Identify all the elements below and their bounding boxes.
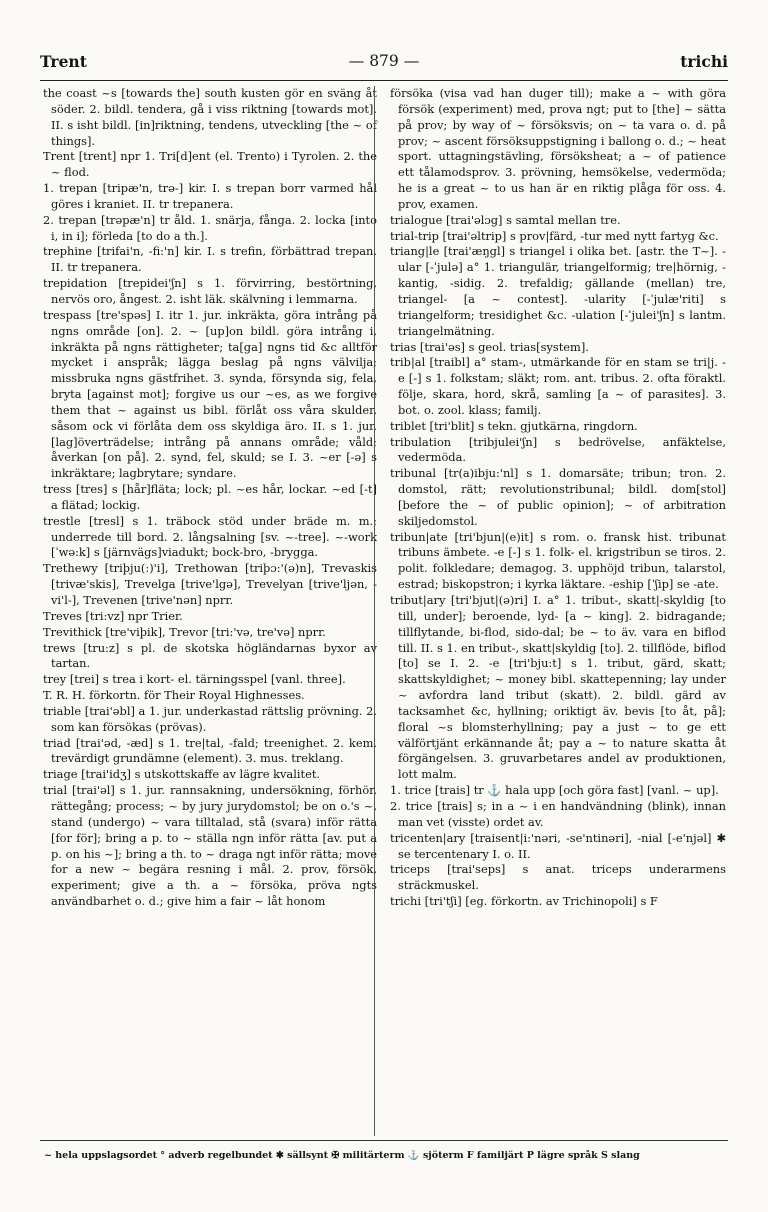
- entry: tribulation [tribjulei'ʃn] s bedrövelse, anfäktelse, vedermöda.: [390, 434, 726, 465]
- column-divider: [374, 86, 375, 1136]
- entry: trias [trai'əs] s geol. trias[system].: [390, 339, 589, 354]
- header-rule: [40, 80, 728, 81]
- entry: trews [tru:z] s pl. de skotska högländarnas byxor av tartan.: [43, 640, 377, 671]
- entry: tricenten|ary [traisent|i:'nəri, -se'ntinəri], -nial [-e'njəl] ✱ se tercentenary I. o. II.: [390, 830, 726, 861]
- entry: tribunal [tr(a)ibju:'nl] s 1. domarsäte; tribun; tron. 2. domstol, rätt; revolutionstribunal; bildl. dom[stol] [before the ~ of public opinion]; ~ of arbitration skiljedomstol.: [390, 466, 726, 528]
- left-column: [43, 86, 377, 910]
- entry: triblet [tri'blit] s tekn. gjutkärna, ringdorn.: [390, 418, 638, 433]
- entry: 2. trepan [trəpæ'n] tr åld. 1. snärja, fånga. 2. locka [into i, in i]; förleda [to do a th.].: [43, 212, 377, 243]
- entry: T. R. H. förkortn. för Their Royal Highnesses.: [43, 688, 305, 703]
- entry: trial-trip [trai'əltrip] s prov|färd, -tur med nytt fartyg &c.: [390, 228, 719, 243]
- entry: Trent [trent] npr 1. Tri[d]ent (el. Trento) i Tyrolen. 2. the ~ flod.: [43, 149, 377, 180]
- entry: trial [trai'əl] s 1. jur. rannsakning, undersökning, förhör, rättegång; process; ~ by jury jurydomstol; be on o.'s ~, stand (undergo) ~ vara tilltalad, stå (svara) inför rätta [for för]; bring a p. to ~ ställa ngn inför rätta [av. put a p. on his ~]; bring a th. to ~ draga ngt inför rätta; move for a new ~ begära resning i mål. 2. prov, försök, experiment; give a th. a ~ försöka, pröva ngts användbarhet o. d.; give him a fair ~ låt honom: [43, 783, 377, 909]
- entry: triad [trai'əd, -æd] s 1. tre|tal, -fald; treenighet. 2. kem. trevärdigt grundämne (element). 3. mus. treklang.: [43, 735, 377, 766]
- entry: Trethewy [triþju(:)'i], Trethowan [triþɔ:'(ə)n], Trevaskis [trivæ'skis], Trevelga [trive'lgə], Trevelyan [trive'ljən, -vi'l-], Trevenen [trive'nən] nprr.: [43, 561, 377, 607]
- entry: triable [trai'əbl] a 1. jur. underkastad rättslig prövning. 2. som kan försökas (prövas).: [43, 703, 377, 734]
- entry: trepidation [trepidei'ʃn] s 1. förvirring, bestörtning, nervös oro, ångest. 2. isht läk. skälvning i lemmarna.: [43, 276, 377, 306]
- abbreviation-legend: ~ hela uppslagsordet ° adverb regelbundet ✱ sällsynt ✠ militärterm ⚓ sjöterm F familjärt P lägre språk S slang: [44, 1150, 640, 1161]
- header-last-word: trichi: [680, 52, 728, 71]
- entry: triceps [trai'seps] s anat. triceps underarmens sträckmuskel.: [390, 862, 726, 893]
- entry: trichi [tri'tʃi] [eg. förkortn. av Trichinopoli] s F: [390, 894, 658, 909]
- entry: Trevithick [tre'viþik], Trevor [tri:'və, tre'və] nprr.: [43, 624, 326, 639]
- right-column: [390, 86, 726, 910]
- entry: the coast ~s [towards the] south kusten gör en sväng åt söder. 2. bildl. tendera, gå i viss riktning [towards mot]. II. s isht bildl. [in]riktning, tendens, utveckling [the ~ of things].: [43, 86, 377, 148]
- entry: triang|le [trai'æŋgl] s triangel i olika bet. [astr. the T~]. -ular [-ˈjulə] a° 1. triangulär, triangelformig; tre|hörnig, -kantig, -sidig. 2. trefaldig; gällande (mellan) tre, triangel- [a ~ contest]. -ularity [-ˈjulæ'riti] s triangelform; tresidighet &c. -ulation [-ˈjulei'ʃn] s lantm. triangelmätning.: [390, 244, 726, 338]
- entry: trephine [trifai'n, -fi:'n] kir. I. s trefin, förbättrad trepan. II. tr trepanera.: [43, 244, 377, 275]
- entry: 1. trepan [tripæ'n, trə-] kir. I. s trepan borr varmed hål göres i kraniet. II. tr trepanera.: [43, 181, 377, 211]
- entry: trialogue [trai'əlɔg] s samtal mellan tre.: [390, 212, 621, 227]
- footer-rule: [40, 1140, 728, 1141]
- entry: triage [trai'idʒ] s utskottskaffe av lägre kvalitet.: [43, 767, 321, 782]
- page-number: — 879 —: [348, 52, 420, 70]
- entry: försöka (visa vad han duger till); make a ~ with göra försök (experiment) med, prova ngt; put to [the] ~ sätta på prov; by way of ~ försöksvis; on ~ ta vara o. d. på prov; ~ ascent försöksuppstigning i ballong o. d.; ~ heat sport. uttagningstävling, försöksheat; a ~ of patience ett tålamodsprov. 3. prövning, hemsökelse, vedermöda; he is a great ~ to us han är en riktig plåga för oss. 4. prov, examen.: [390, 86, 726, 211]
- entry: tribut|ary [tri'bjut|(ə)ri] I. a° 1. tribut-, skatt|-skyldig [to till, under]; beroende, lyd- [a ~ king]. 2. bidragande; tillflytande, bi-flod, sido-dal; be ~ to äv. vara en biflod till. II. s 1. en tribut-, skatt|skyldig [to]. 2. tillflöde, biflod [to] se I. 2. -e [tri'bju:t] s 1. tribut, gärd, skatt; skattskyldighet; ~ money bibl. skattepenning; lay under ~ avfordra land tribut (skatt). 2. bildl. gärd av tacksamhet &c, hyllning; oriktigt äv. bevis [to åt, på]; floral ~s blomsterhyllning; pay a just ~ to ge ett välförtjänt erkännande åt; pay a ~ to nature skatta åt förgängelsen. 3. gruvarbetares andel av produktionen, lott malm.: [390, 593, 726, 782]
- entry: tribun|ate [tri'bjun|(e)it] s rom. o. fransk hist. tribunat tribuns ämbete. -e [-] s 1. folk- el. krigstribun se tiros. 2. polit. folkledare; demagog. 3. upphöjd tribun, talarstol, estrad; biskopstron; i kyrka läktare. -eship [ˈʃip] se -ate.: [390, 529, 726, 592]
- header-first-word: Trent: [40, 52, 87, 71]
- entry: Treves [tri:vz] npr Trier.: [43, 608, 183, 623]
- entry: trespass [tre'spəs] I. itr 1. jur. inkräkta, göra intrång på ngns område [on]. 2. ~ [up]on bildl. göra intrång i, inkräkta på ngns rättigheter; ta[ga] ngns tid &c alltför mycket i anspråk; lägga beslag på ngns välvilja; missbruka ngns gästfrihet. 3. synda, försynda sig, fela, bryta [against mot]; forgive us our ~es, as we forgive them that ~ against us bibl. förlåt oss våra skulder, såsom ock vi förlåta dem oss skyldiga äro. II. s 1. jur. [lag]överträdelse; intrång på annans område; våld; åverkan [on på]. 2. synd, fel, skuld; se I. 3. ~er [-ə] s inkräktare; lagbrytare; syndare.: [43, 307, 377, 481]
- entry: 1. trice [trais] tr ⚓ hala upp [och göra fast] [vanl. ~ up].: [390, 783, 719, 798]
- entry: tress [tres] s [hår]fläta; lock; pl. ~es hår, lockar. ~ed [-t] a flätad; lockig.: [43, 482, 377, 512]
- entry: trestle [tresl] s 1. träbock stöd under bräde m. m.; underrede till bord. 2. långsalning [sv. ~-tree]. ~-work [ˈwə:k] s [järnvägs]viadukt; bock-bro, -brygga.: [43, 513, 377, 560]
- page-header: [40, 52, 728, 76]
- entry: trib|al [traibl] a° stam-, utmärkande för en stam se tri|j. -e [-] s 1. folkstam; släkt; rom. ant. tribus. 2. ofta föraktl. följe, skara, hord, skrå, samling [a ~ of parasites]. 3. bot. o. zool. klass; familj.: [390, 355, 726, 417]
- entry: trey [trei] s trea i kort- el. tärningsspel [vanl. three].: [43, 672, 346, 687]
- entry: 2. trice [trais] s; in a ~ i en handvändning (blink), innan man vet (visste) ordet av.: [390, 798, 726, 829]
